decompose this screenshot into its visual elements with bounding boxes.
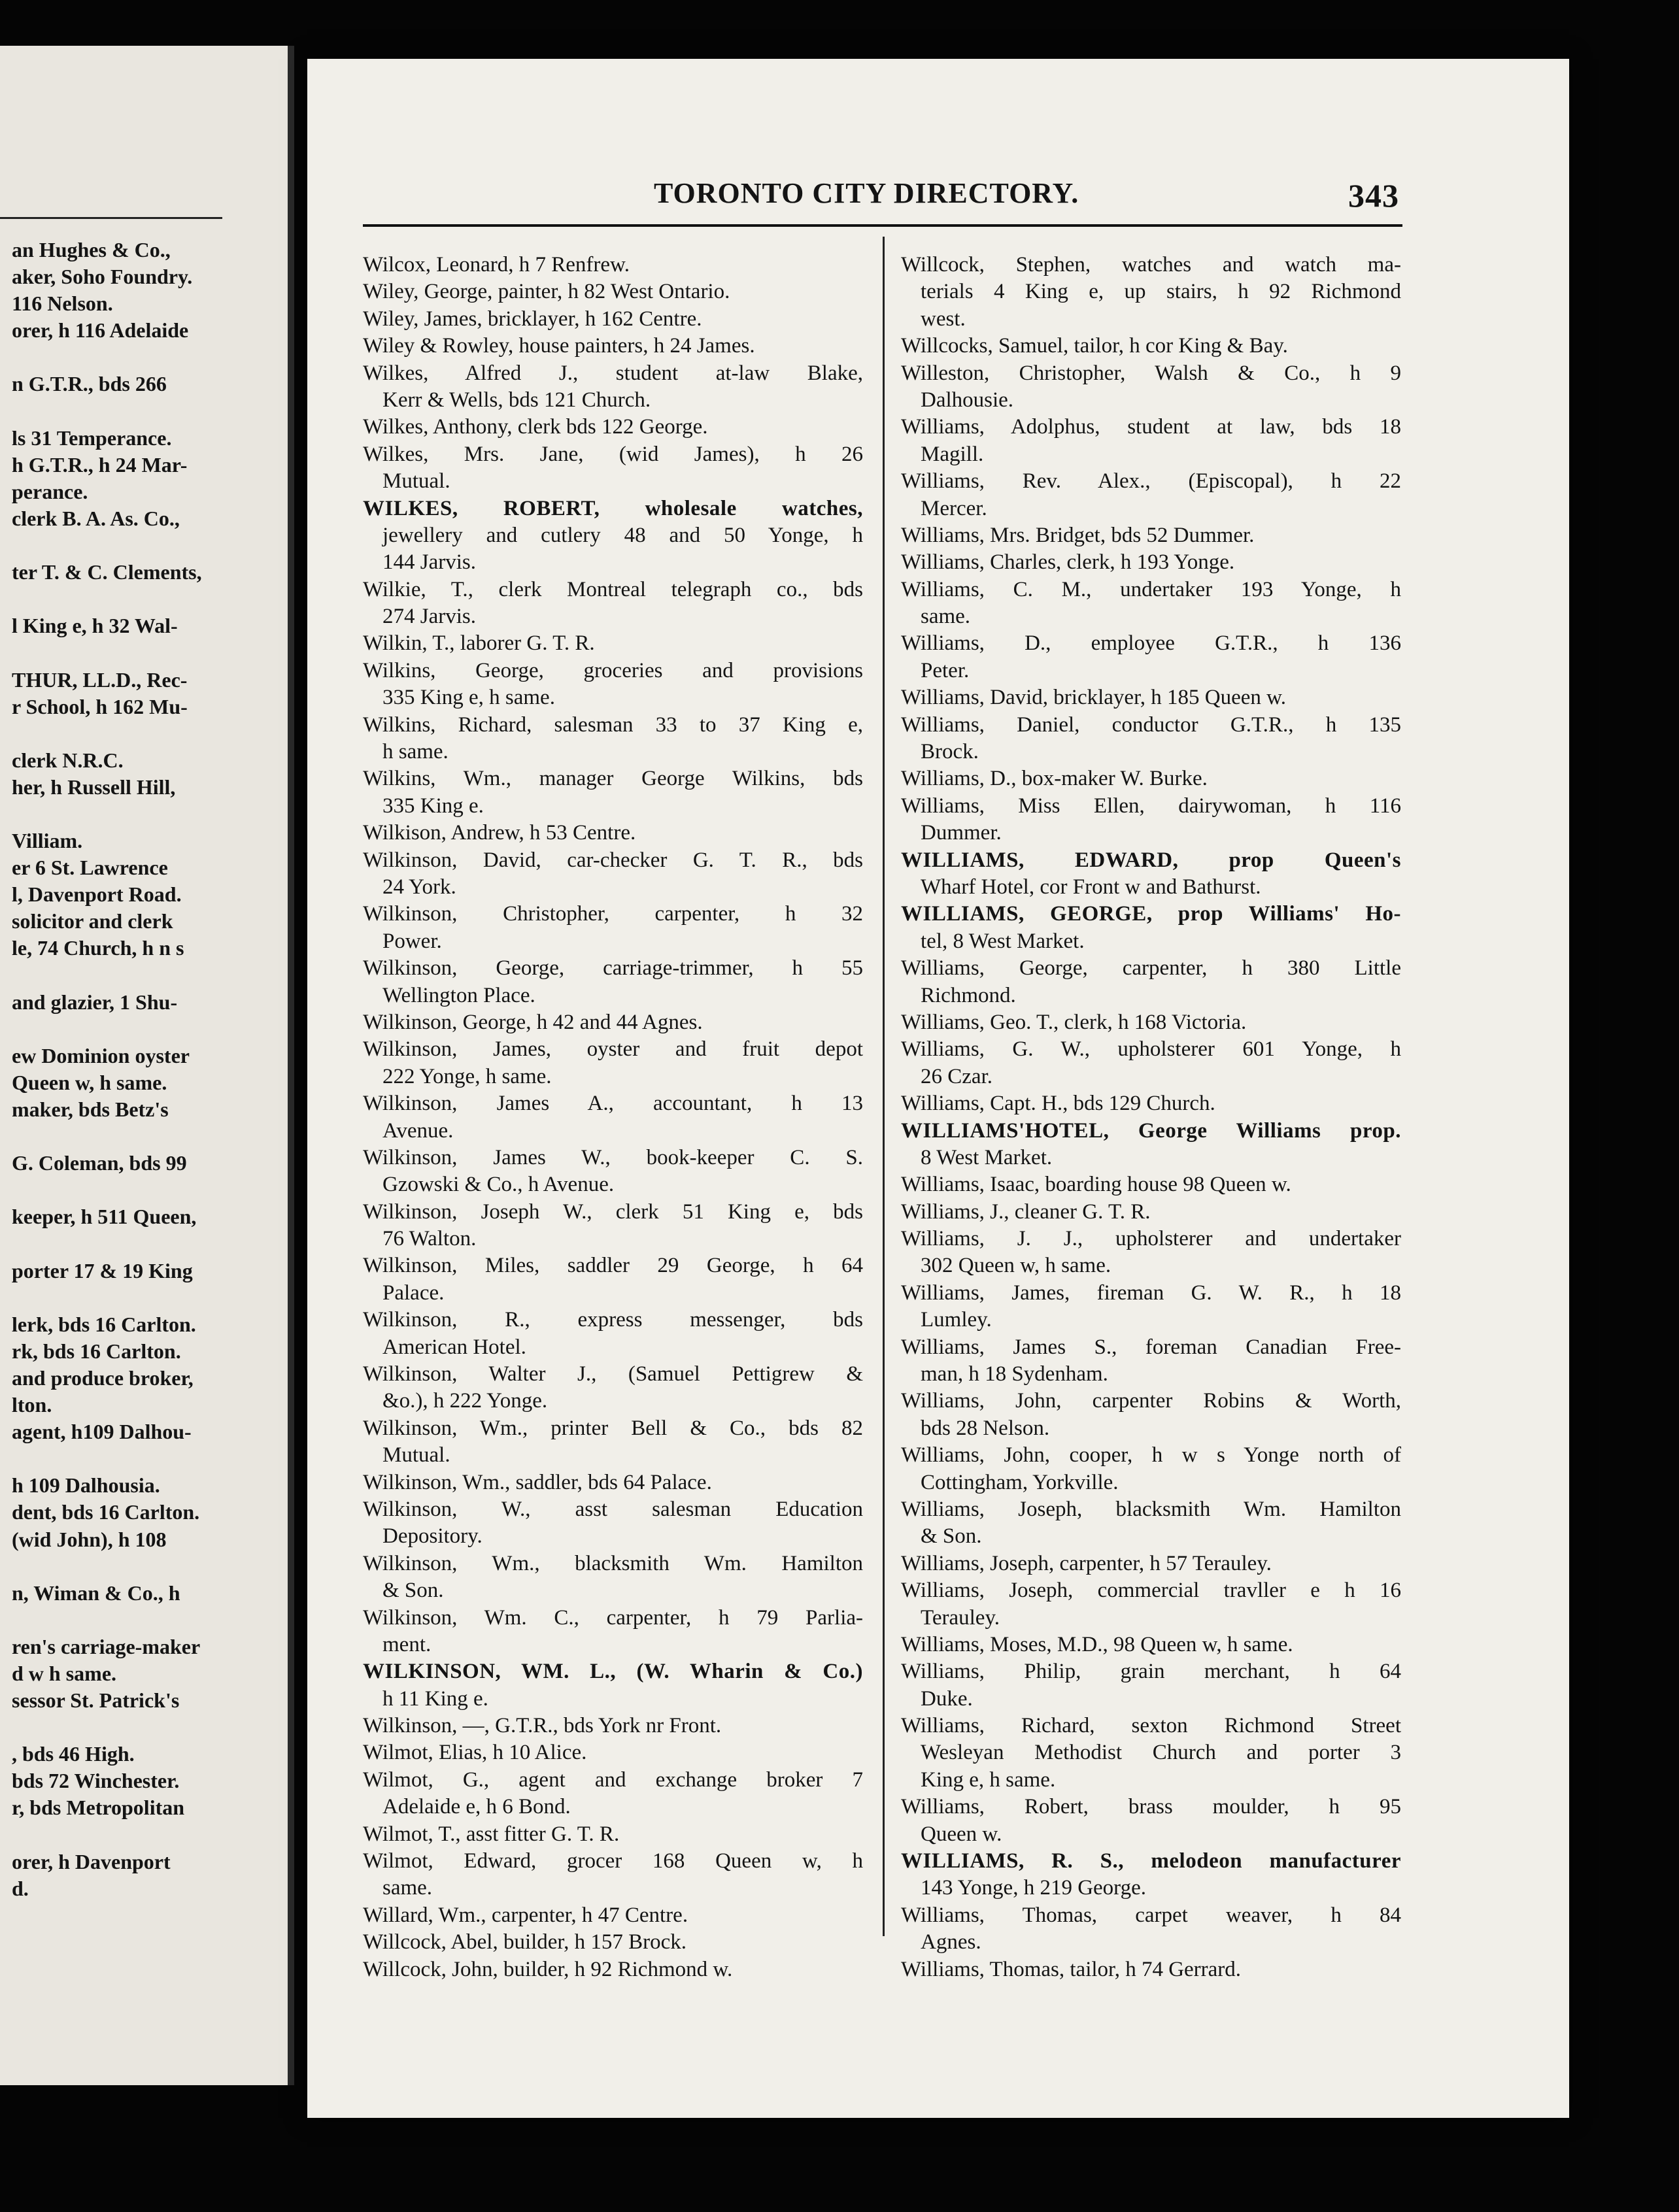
directory-entry-line: Wilkinson, —, G.T.R., bds York nr Front.: [363, 1714, 722, 1738]
entry-continuation-line: jewellery and cutlery 48 and 50 Yonge, h: [382, 523, 863, 547]
directory-entry-line: Williams, Robert, brass moulder, h 95: [901, 1795, 1401, 1819]
facing-page-line: r School, h 162 Mu-: [12, 694, 188, 718]
running-title: TORONTO CITY DIRECTORY.: [654, 177, 1079, 209]
facing-page-line: [0, 1177, 288, 1203]
entry-continuation-line: 274 Jarvis.: [382, 605, 476, 629]
directory-entry-line: Williams, D., employee G.T.R., h 136: [901, 631, 1401, 656]
facing-page-line: d w h same.: [12, 1661, 117, 1685]
directory-entry-line: Willcocks, Samuel, tailor, h cor King & Bay.: [901, 334, 1288, 358]
facing-page-line: [0, 586, 288, 612]
directory-entry-line: Williams, James, fireman G. W. R., h 18: [901, 1281, 1401, 1305]
entry-continuation-line: Kerr & Wells, bds 121 Church.: [382, 388, 651, 412]
directory-entry-line: WILLIAMS'HOTEL, George Williams prop.: [901, 1118, 1401, 1143]
entry-continuation-line: Magill.: [921, 442, 984, 466]
facing-page-line: Queen w, h same.: [12, 1070, 167, 1094]
entry-continuation-line: 24 York.: [382, 875, 456, 899]
facing-page-line: lerk, bds 16 Carlton.: [12, 1312, 196, 1336]
facing-page-line: d.: [12, 1876, 29, 1900]
directory-entry-line: Williams, Thomas, tailor, h 74 Gerrard.: [901, 1957, 1242, 1981]
directory-entry-line: Williams, Joseph, carpenter, h 57 Terauley.: [901, 1551, 1272, 1575]
facing-page-line: her, h Russell Hill,: [12, 775, 176, 799]
facing-page-rule: [0, 217, 222, 219]
entry-continuation-line: tel, 8 West Market.: [921, 929, 1085, 953]
directory-entry-line: Williams, D., box-maker W. Burke.: [901, 767, 1208, 791]
directory-entry-line: Williams, Daniel, conductor G.T.R., h 135: [901, 712, 1401, 737]
directory-entry-line: Williams, Adolphus, student at law, bds 18: [901, 415, 1401, 439]
entry-continuation-line: 302 Queen w, h same.: [921, 1254, 1111, 1278]
directory-entry-line: Williams, Miss Ellen, dairywoman, h 116: [901, 794, 1401, 818]
directory-entry-line: Wilkins, George, groceries and provisions: [363, 658, 863, 682]
facing-page-line: rk, bds 16 Carlton.: [12, 1339, 181, 1363]
directory-entry-line: Williams, James S., foreman Canadian Free-: [901, 1335, 1401, 1359]
entry-continuation-line: 8 West Market.: [921, 1145, 1053, 1169]
entry-continuation-line: Wharf Hotel, cor Front w and Bathurst.: [921, 875, 1261, 899]
entry-continuation-line: Palace.: [382, 1281, 445, 1305]
facing-page-line: THUR, LL.D., Rec-: [12, 667, 188, 692]
directory-entry-line: Wilkes, Mrs. Jane, (wid James), h 26: [363, 442, 863, 466]
directory-entry-line: Williams, Charles, clerk, h 193 Yonge.: [901, 550, 1235, 575]
directory-entry-line: Wilkinson, David, car-checker G. T. R., bds: [363, 848, 863, 872]
entry-continuation-line: same.: [382, 1876, 433, 1900]
facing-page-line: dent, bds 16 Carlton.: [12, 1500, 200, 1524]
entry-continuation-line: 143 Yonge, h 219 George.: [921, 1876, 1146, 1900]
entry-continuation-line: Agnes.: [921, 1930, 981, 1954]
directory-entry-line: Williams, John, cooper, h w s Yonge north of: [901, 1443, 1401, 1467]
directory-entry-line: Wilkinson, George, carriage-trimmer, h 55: [363, 956, 863, 980]
directory-column-left: [363, 252, 863, 1983]
directory-entry-line: Williams, J., cleaner G. T. R.: [901, 1199, 1151, 1224]
directory-entry-line: Willcock, Stephen, watches and watch ma-: [901, 253, 1401, 276]
directory-entry-line: Willcock, Abel, builder, h 157 Brock.: [363, 1930, 687, 1954]
directory-entry-line: WILLIAMS, GEORGE, prop Williams' Ho-: [901, 902, 1401, 926]
directory-entry-line: Williams, Richard, sexton Richmond Street: [901, 1714, 1401, 1738]
entry-continuation-line: & Son.: [382, 1579, 444, 1603]
directory-entry-line: Wilmot, T., asst fitter G. T. R.: [363, 1822, 620, 1846]
facing-page-line: [0, 398, 288, 425]
entry-continuation-line: Adelaide e, h 6 Bond.: [382, 1795, 571, 1819]
facing-page-line: n G.T.R., bds 266: [12, 372, 167, 396]
facing-page-line: and produce broker,: [12, 1366, 194, 1390]
facing-page-line: [0, 1607, 288, 1634]
entry-continuation-line: Dummer.: [921, 821, 1002, 845]
entry-continuation-line: Terauley.: [921, 1605, 1000, 1630]
facing-page-line: l, Davenport Road.: [12, 882, 182, 907]
directory-entry-line: Williams, Mrs. Bridget, bds 52 Dummer.: [901, 523, 1255, 547]
directory-entry-line: Wilmot, Elias, h 10 Alice.: [363, 1741, 587, 1765]
directory-entry-line: Wilkinson, W., asst salesman Education: [363, 1497, 863, 1521]
directory-entry-line: Williams, Isaac, boarding house 98 Queen w.: [901, 1173, 1291, 1197]
facing-page-line: porter 17 & 19 King: [12, 1258, 193, 1282]
entry-continuation-line: west.: [921, 307, 966, 331]
directory-entry-line: Wilkinson, James A., accountant, h 13: [363, 1092, 863, 1116]
directory-entry-line: Williams, Geo. T., clerk, h 168 Victoria.: [901, 1010, 1247, 1034]
facing-page-line: (wid John), h 108: [12, 1527, 167, 1551]
entry-continuation-line: Richmond.: [921, 983, 1016, 1007]
entry-continuation-line: Depository.: [382, 1524, 483, 1549]
directory-entry-line: Williams, Philip, grain merchant, h 64: [901, 1660, 1401, 1684]
entry-continuation-line: Mutual.: [382, 469, 450, 494]
facing-page-line: [0, 720, 288, 747]
directory-entry-line: WILKINSON, WM. L., (W. Wharin & Co.): [363, 1660, 863, 1684]
entry-continuation-line: ment.: [382, 1632, 432, 1656]
entry-continuation-line: King e, h same.: [921, 1768, 1056, 1792]
facing-page-line: [0, 1445, 288, 1472]
facing-page-text: [0, 237, 288, 1902]
directory-entry-line: Wilkinson, Wm. C., carpenter, h 79 Parlia-: [363, 1605, 863, 1630]
directory-entry-line: Williams, Joseph, commercial travller e h 16: [901, 1579, 1401, 1603]
facing-page-line: sessor St. Patrick's: [12, 1688, 180, 1713]
directory-entry-line: Wilkinson, Christopher, carpenter, h 32: [363, 902, 863, 926]
directory-entry-line: Wilkison, Andrew, h 53 Centre.: [363, 821, 636, 845]
directory-entry-line: Wilkinson, George, h 42 and 44 Agnes.: [363, 1010, 703, 1034]
facing-page-line: ew Dominion oyster: [12, 1043, 190, 1067]
entry-continuation-line: terials 4 King e, up stairs, h 92 Richmond: [921, 280, 1401, 304]
directory-entry-line: Williams, C. M., undertaker 193 Yonge, h: [901, 577, 1401, 601]
entry-continuation-line: 222 Yonge, h same.: [382, 1064, 552, 1088]
entry-continuation-line: Mutual.: [382, 1443, 450, 1467]
directory-entry-line: Williams, G. W., upholsterer 601 Yonge, h: [901, 1037, 1401, 1062]
entry-continuation-line: Gzowski & Co., h Avenue.: [382, 1173, 615, 1197]
page-number: 343: [1348, 177, 1399, 214]
facing-page-line: [0, 1230, 288, 1257]
entry-continuation-line: h 11 King e.: [382, 1686, 488, 1711]
directory-entry-line: Williams, George, carpenter, h 380 Little: [901, 956, 1401, 980]
directory-entry-line: Wilkinson, Walter J., (Samuel Pettigrew &: [363, 1362, 863, 1386]
facing-page-line: n, Wiman & Co., h: [12, 1581, 180, 1605]
directory-entry-line: Wilkins, Richard, salesman 33 to 37 King e,: [363, 712, 863, 737]
facing-page-line: ren's carriage-maker: [12, 1634, 201, 1658]
directory-entry-line: WILLIAMS, EDWARD, prop Queen's: [901, 848, 1401, 872]
directory-entry-line: Willcock, John, builder, h 92 Richmond w.: [363, 1957, 733, 1981]
entry-continuation-line: Mercer.: [921, 496, 987, 520]
facing-page-line: G. Coleman, bds 99: [12, 1151, 187, 1175]
directory-entry-line: Wilkinson, Wm., saddler, bds 64 Palace.: [363, 1470, 712, 1494]
directory-entry-line: Wilkins, Wm., manager George Wilkins, bds: [363, 767, 863, 791]
facing-page-line: er 6 St. Lawrence: [12, 856, 168, 880]
entry-continuation-line: bds 28 Nelson.: [921, 1416, 1050, 1440]
directory-entry-line: Wilkes, Anthony, clerk bds 122 George.: [363, 415, 708, 439]
directory-entry-line: Wilkinson, R., express messenger, bds: [363, 1308, 863, 1332]
directory-entry-line: WILKES, ROBERT, wholesale watches,: [363, 496, 863, 520]
directory-entry-line: Wiley, James, bricklayer, h 162 Centre.: [363, 307, 702, 331]
facing-page-line: an Hughes & Co.,: [12, 238, 171, 261]
directory-entry-line: Wilcox, Leonard, h 7 Renfrew.: [363, 253, 630, 276]
facing-page-line: , bds 46 High.: [12, 1742, 135, 1766]
entry-continuation-line: 335 King e, h same.: [382, 686, 555, 710]
directory-column-right: [901, 252, 1401, 1983]
entry-continuation-line: 76 Walton.: [382, 1227, 477, 1251]
facing-page-line: orer, h 116 Adelaide: [12, 318, 189, 343]
facing-page-line: [0, 1553, 288, 1580]
directory-entry-line: Wiley & Rowley, house painters, h 24 James.: [363, 334, 755, 358]
directory-entry-line: Wilmot, G., agent and exchange broker 7: [363, 1768, 863, 1792]
directory-entry-line: Williams, John, carpenter Robins & Worth,: [901, 1389, 1401, 1413]
directory-entry-line: Williams, Capt. H., bds 129 Church.: [901, 1092, 1215, 1116]
facing-page-line: [0, 962, 288, 989]
directory-entry-line: Williams, Moses, M.D., 98 Queen w, h same.: [901, 1632, 1293, 1656]
entry-continuation-line: Power.: [382, 929, 442, 953]
directory-entry-line: Wilkinson, Wm., printer Bell & Co., bds 82: [363, 1416, 863, 1440]
entry-continuation-line: Wellington Place.: [382, 983, 535, 1007]
page-header: [654, 176, 1399, 216]
entry-continuation-line: & Son.: [921, 1524, 982, 1549]
facing-page-line: [0, 1714, 288, 1741]
entry-continuation-line: Wesleyan Methodist Church and porter 3: [921, 1741, 1401, 1765]
entry-continuation-line: man, h 18 Sydenham.: [921, 1362, 1108, 1386]
facing-page-line: maker, bds Betz's: [12, 1098, 169, 1121]
facing-page-line: [0, 1016, 288, 1043]
entry-continuation-line: same.: [921, 605, 971, 629]
facing-page-line: Villiam.: [12, 829, 83, 853]
directory-entry-line: Wilkes, Alfred J., student at-law Blake,: [363, 361, 863, 385]
entry-continuation-line: Lumley.: [921, 1308, 992, 1332]
facing-page-line: h G.T.R., h 24 Mar-: [12, 452, 188, 477]
entry-continuation-line: Dalhousie.: [921, 388, 1014, 412]
entry-continuation-line: 144 Jarvis.: [382, 550, 476, 575]
facing-page-line: [0, 344, 288, 371]
facing-page-line: lton.: [12, 1393, 52, 1417]
facing-page-line: clerk B. A. As. Co.,: [12, 506, 180, 530]
directory-entry-line: Williams, J. J., upholsterer and undertaker: [901, 1227, 1401, 1251]
directory-entry-line: Wiley, George, painter, h 82 West Ontario.: [363, 280, 730, 304]
entry-continuation-line: Cottingham, Yorkville.: [921, 1470, 1119, 1494]
directory-entry-line: Williams, Rev. Alex., (Episcopal), h 22: [901, 469, 1401, 494]
facing-page-line: [0, 532, 288, 559]
facing-page-line: perance.: [12, 479, 88, 503]
header-rule: [363, 224, 1402, 227]
directory-entry-line: Wilkie, T., clerk Montreal telegraph co., bds: [363, 577, 863, 601]
entry-continuation-line: Brock.: [921, 740, 979, 764]
entry-continuation-line: 335 King e.: [382, 794, 484, 818]
directory-entry-line: Williams, Thomas, carpet weaver, h 84: [901, 1903, 1401, 1927]
facing-page-line: [0, 1284, 288, 1311]
facing-page-line: 116 Nelson.: [12, 292, 113, 316]
directory-entry-line: Wilkin, T., laborer G. T. R.: [363, 631, 595, 656]
directory-entry-line: WILLIAMS, R. S., melodeon manufacturer: [901, 1849, 1401, 1873]
facing-page-fragment: [0, 46, 294, 2085]
facing-page-line: clerk N.R.C.: [12, 748, 124, 772]
facing-page-line: ter T. & C. Clements,: [12, 560, 202, 584]
entry-continuation-line: American Hotel.: [382, 1335, 526, 1359]
directory-entry-line: Wilkinson, Wm., blacksmith Wm. Hamilton: [363, 1551, 863, 1575]
facing-page-line: and glazier, 1 Shu-: [12, 990, 178, 1014]
entry-continuation-line: h same.: [382, 740, 449, 764]
directory-entry-line: Williams, David, bricklayer, h 185 Queen w.: [901, 686, 1287, 710]
facing-page-line: agent, h109 Dalhou-: [12, 1420, 192, 1444]
facing-page-line: [0, 801, 288, 828]
entry-continuation-line: &o.), h 222 Yonge.: [382, 1389, 548, 1413]
entry-continuation-line: 26 Czar.: [921, 1064, 992, 1088]
facing-page-line: bds 72 Winchester.: [12, 1769, 180, 1793]
directory-entry-line: Wilkinson, James W., book-keeper C. S.: [363, 1145, 863, 1169]
directory-entry-line: Williams, Joseph, blacksmith Wm. Hamilton: [901, 1497, 1401, 1521]
facing-page-line: keeper, h 511 Queen,: [12, 1205, 197, 1229]
entry-continuation-line: Avenue.: [382, 1118, 454, 1143]
facing-page-line: [0, 639, 288, 666]
facing-page-line: l King e, h 32 Wal-: [12, 614, 178, 638]
facing-page-line: ls 31 Temperance.: [12, 426, 172, 450]
directory-entry-line: Willeston, Christopher, Walsh & Co., h 9: [901, 361, 1401, 385]
facing-page-line: [0, 1123, 288, 1150]
facing-page-line: [0, 1822, 288, 1849]
facing-page-line: orer, h Davenport: [12, 1849, 171, 1873]
facing-page-line: aker, Soho Foundry.: [12, 265, 193, 289]
facing-page-line: le, 74 Church, h n s: [12, 936, 184, 960]
entry-continuation-line: Peter.: [921, 658, 970, 682]
directory-entry-line: Wilkinson, Joseph W., clerk 51 King e, bds: [363, 1199, 863, 1224]
column-divider: [883, 237, 885, 1936]
entry-continuation-line: Queen w.: [921, 1822, 1002, 1846]
facing-page-line: r, bds Metropolitan: [12, 1796, 185, 1820]
directory-entry-line: Willard, Wm., carpenter, h 47 Centre.: [363, 1903, 688, 1927]
facing-page-line: solicitor and clerk: [12, 909, 173, 933]
facing-page-line: h 109 Dalhousia.: [12, 1473, 160, 1498]
entry-continuation-line: Duke.: [921, 1686, 973, 1711]
directory-entry-line: Wilkinson, James, oyster and fruit depot: [363, 1037, 863, 1062]
directory-entry-line: Wilmot, Edward, grocer 168 Queen w, h: [363, 1849, 863, 1873]
directory-entry-line: Wilkinson, Miles, saddler 29 George, h 64: [363, 1254, 863, 1278]
